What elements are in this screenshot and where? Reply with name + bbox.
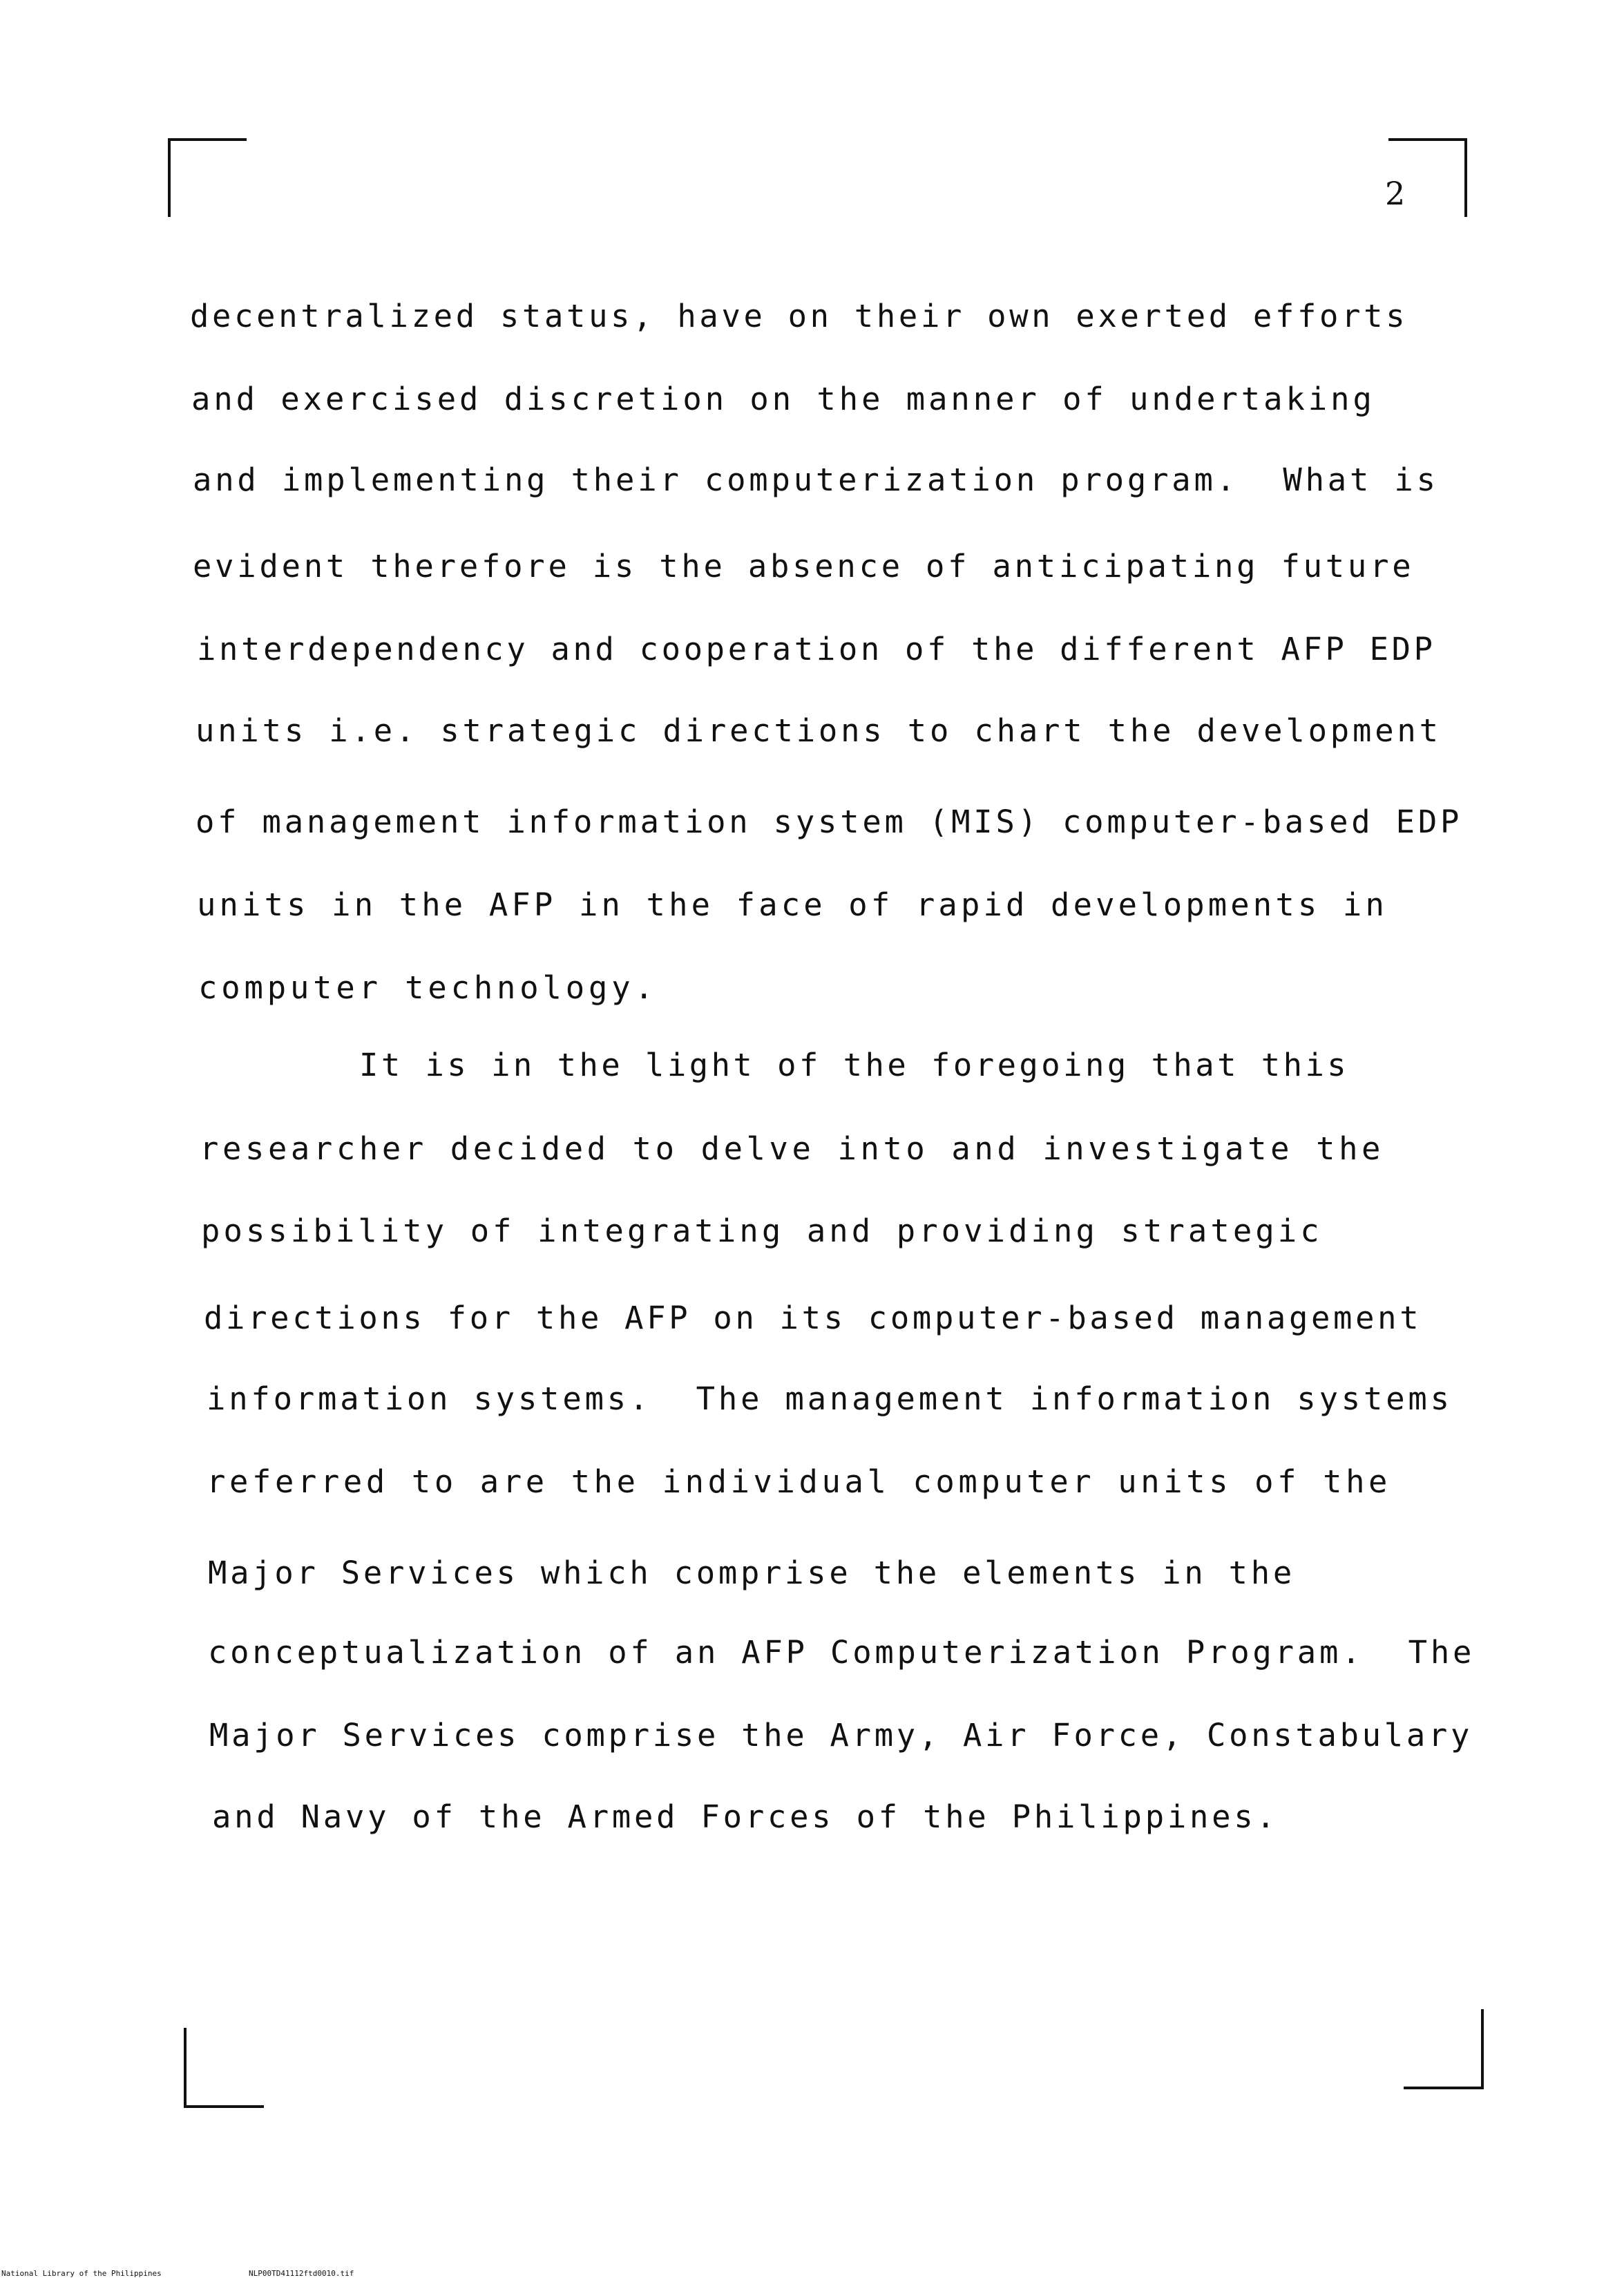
body-line-18: Major Services comprise the Army, Air Force, Constabulary [209, 1717, 1473, 1754]
body-line-11: researcher decided to delve into and investigate the [200, 1130, 1385, 1167]
body-line-12: possibility of integrating and providing strategic [201, 1213, 1323, 1249]
body-line-6: units i.e. strategic directions to chart the development [195, 712, 1442, 749]
body-line-15: referred to are the individual computer units of the [207, 1463, 1392, 1500]
crop-mark-bottom-left [184, 2028, 264, 2108]
body-line-19: and Navy of the Armed Forces of the Philippines. [212, 1798, 1279, 1835]
body-line-4: evident therefore is the absence of anticipating future [193, 548, 1415, 585]
body-line-10: It is in the light of the foregoing that this [359, 1047, 1350, 1083]
body-line-3: and implementing their computerization program. What is [193, 462, 1439, 498]
body-line-1: decentralized status, have on their own exerted efforts [190, 298, 1408, 334]
body-line-8: units in the AFP in the face of rapid developments in [197, 886, 1388, 923]
page-number: 2 [1385, 175, 1406, 212]
body-line-5: interdependency and cooperation of the different AFP EDP [197, 631, 1436, 667]
crop-mark-bottom-right [1404, 2009, 1484, 2089]
crop-mark-top-left [168, 138, 247, 217]
body-line-16: Major Services which comprise the elements in the [208, 1555, 1296, 1591]
body-line-2: and exercised discretion on the manner of undertaking [191, 381, 1375, 417]
footer-filename: NLP00TD41112ftd0010.tif [249, 2269, 354, 2278]
body-line-14: information systems. The management information systems [207, 1380, 1453, 1417]
body-line-13: directions for the AFP on its computer-based management [204, 1300, 1422, 1336]
footer-source: National Library of the Philippines [1, 2269, 162, 2278]
body-line-17: conceptualization of an AFP Computerization Program. The [208, 1634, 1475, 1671]
body-line-9: computer technology. [198, 969, 658, 1006]
body-line-7: of management information system (MIS) computer-based EDP [195, 804, 1463, 840]
